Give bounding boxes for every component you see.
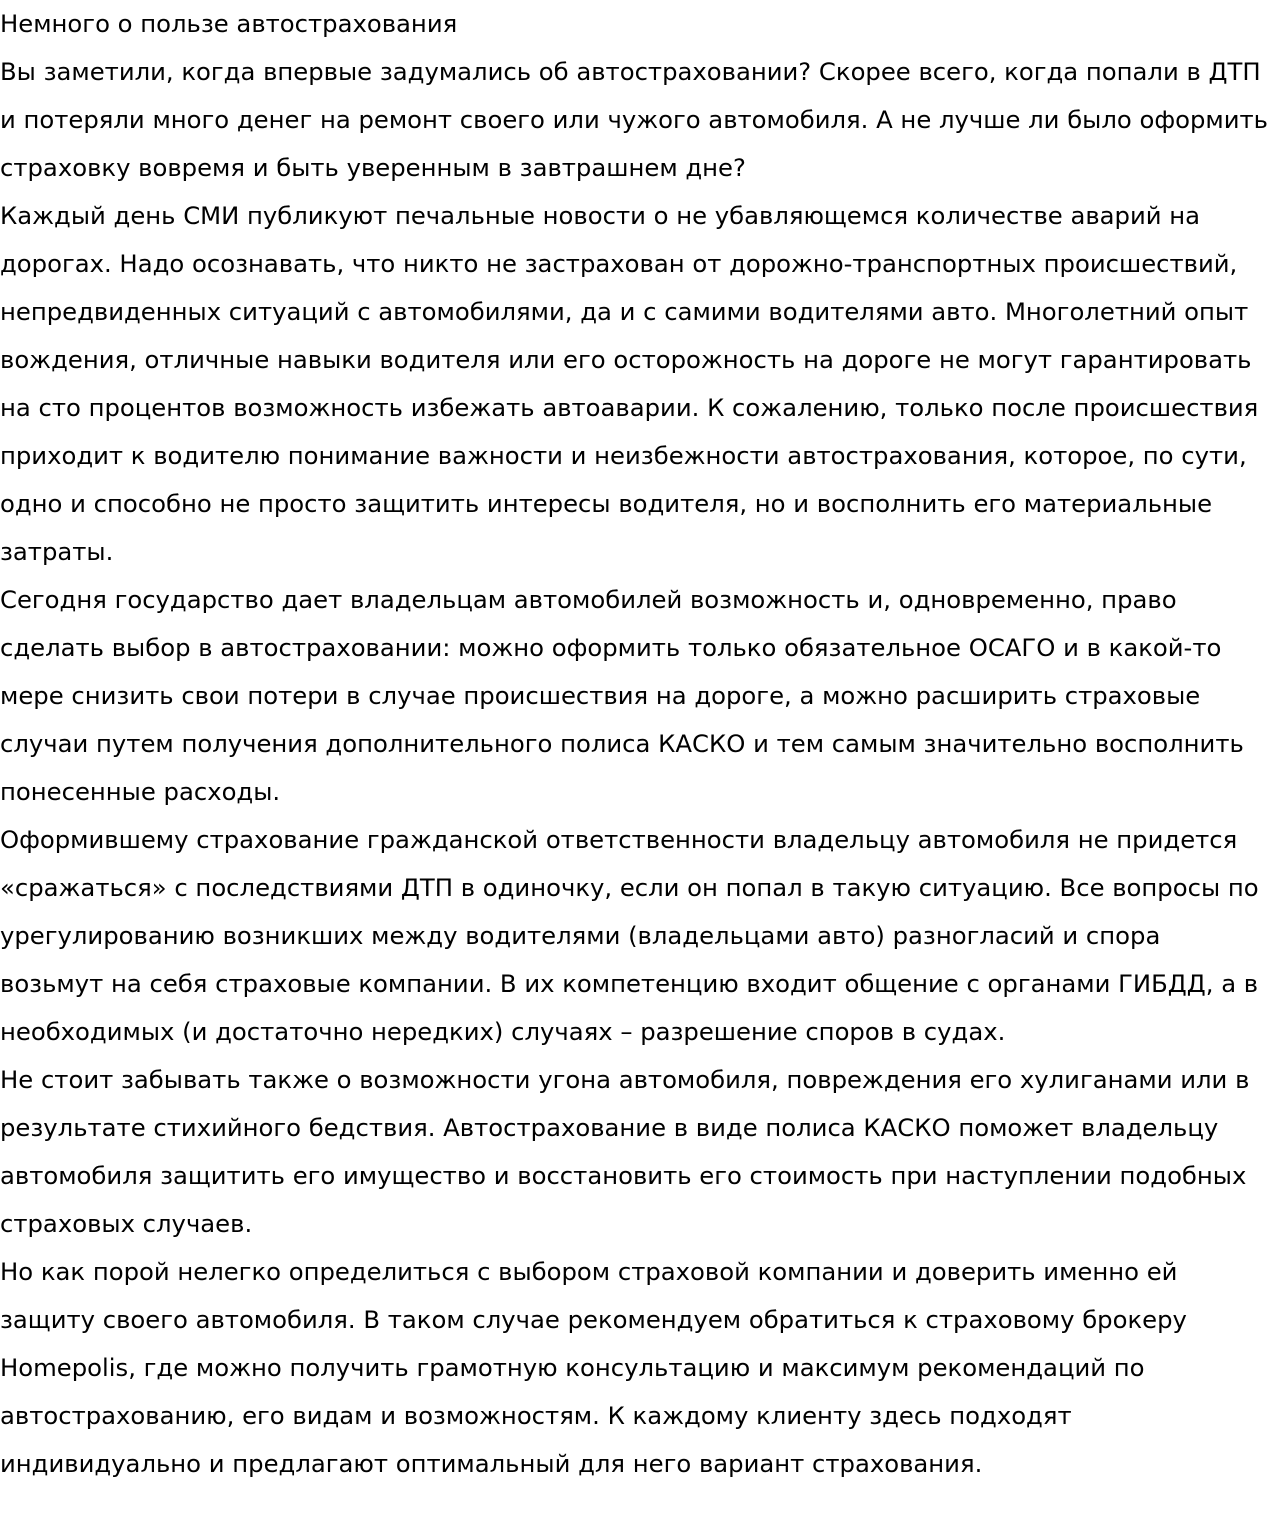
article-paragraph-6: Но как порой нелегко определиться с выбором страховой компании и доверить именно ей защиту своего автомобиля. В таком случае рекомендуем обратиться к страховому брокеру Homepolis, где можно получить грамотную консультацию и максимум рекомендаций по автострахованию, его видам и возможностям. К каждому клиенту здесь подходят индивидуально и предлагают оптимальный для него вариант страхования. [0, 1257, 1187, 1478]
article-paragraph-5: Не стоит забывать также о возможности угона автомобиля, повреждения его хулиганами или в результате стихийного бедствия. Автострахование в виде полиса КАСКО поможет владельцу автомобиля защитить его имущество и восстановить его стоимость при наступлении подобных страховых случаев. [0, 1065, 1250, 1238]
article-paragraph-2: Каждый день СМИ публикуют печальные новости о не убавляющемся количестве аварий на дорогах. Надо осознавать, что никто не застрахован от дорожно-транспортных происшествий, непредвиденных ситуаций с автомобилями, да и с самими водителями авто. Многолетний опыт вождения, отличные навыки водителя или его осторожность на дороге не могут гарантировать на сто процентов возможность избежать автоаварии. К сожалению, только после происшествия приходит к водителю понимание важности и неизбежности автострахования, которое, по сути, одно и способно не просто защитить интересы водителя, но и восполнить его материальные затраты. [0, 201, 1259, 566]
article-paragraph-3: Сегодня государство дает владельцам автомобилей возможность и, одновременно, право сделать выбор в автостраховании: можно оформить только обязательное ОСАГО и в какой-то мере снизить свои потери в случае происшествия на дороге, а можно расширить страховые случаи путем получения дополнительного полиса КАСКО и тем самым значительно восполнить понесенные расходы. [0, 585, 1244, 806]
article-paragraph-1: Вы заметили, когда впервые задумались об автостраховании? Скорее всего, когда попали в ДТП и потеряли много денег на ремонт своего или чужого автомобиля. А не лучше ли было оформить страховку вовремя и быть уверенным в завтрашнем дне? [0, 57, 1269, 182]
article-paragraph-4: Оформившему страхование гражданской ответственности владельцу автомобиля не придется «сражаться» с последствиями ДТП в одиночку, если он попал в такую ситуацию. Все вопросы по урегулированию возникших между водителями (владельцами авто) разногласий и спора возьмут на себя страховые компании. В их компетенцию входит общение с органами ГИБДД, а в необходимых (и достаточно нередких) случаях – разрешение споров в судах. [0, 825, 1259, 1046]
article-title: Немного о пользе автострахования [0, 9, 458, 38]
